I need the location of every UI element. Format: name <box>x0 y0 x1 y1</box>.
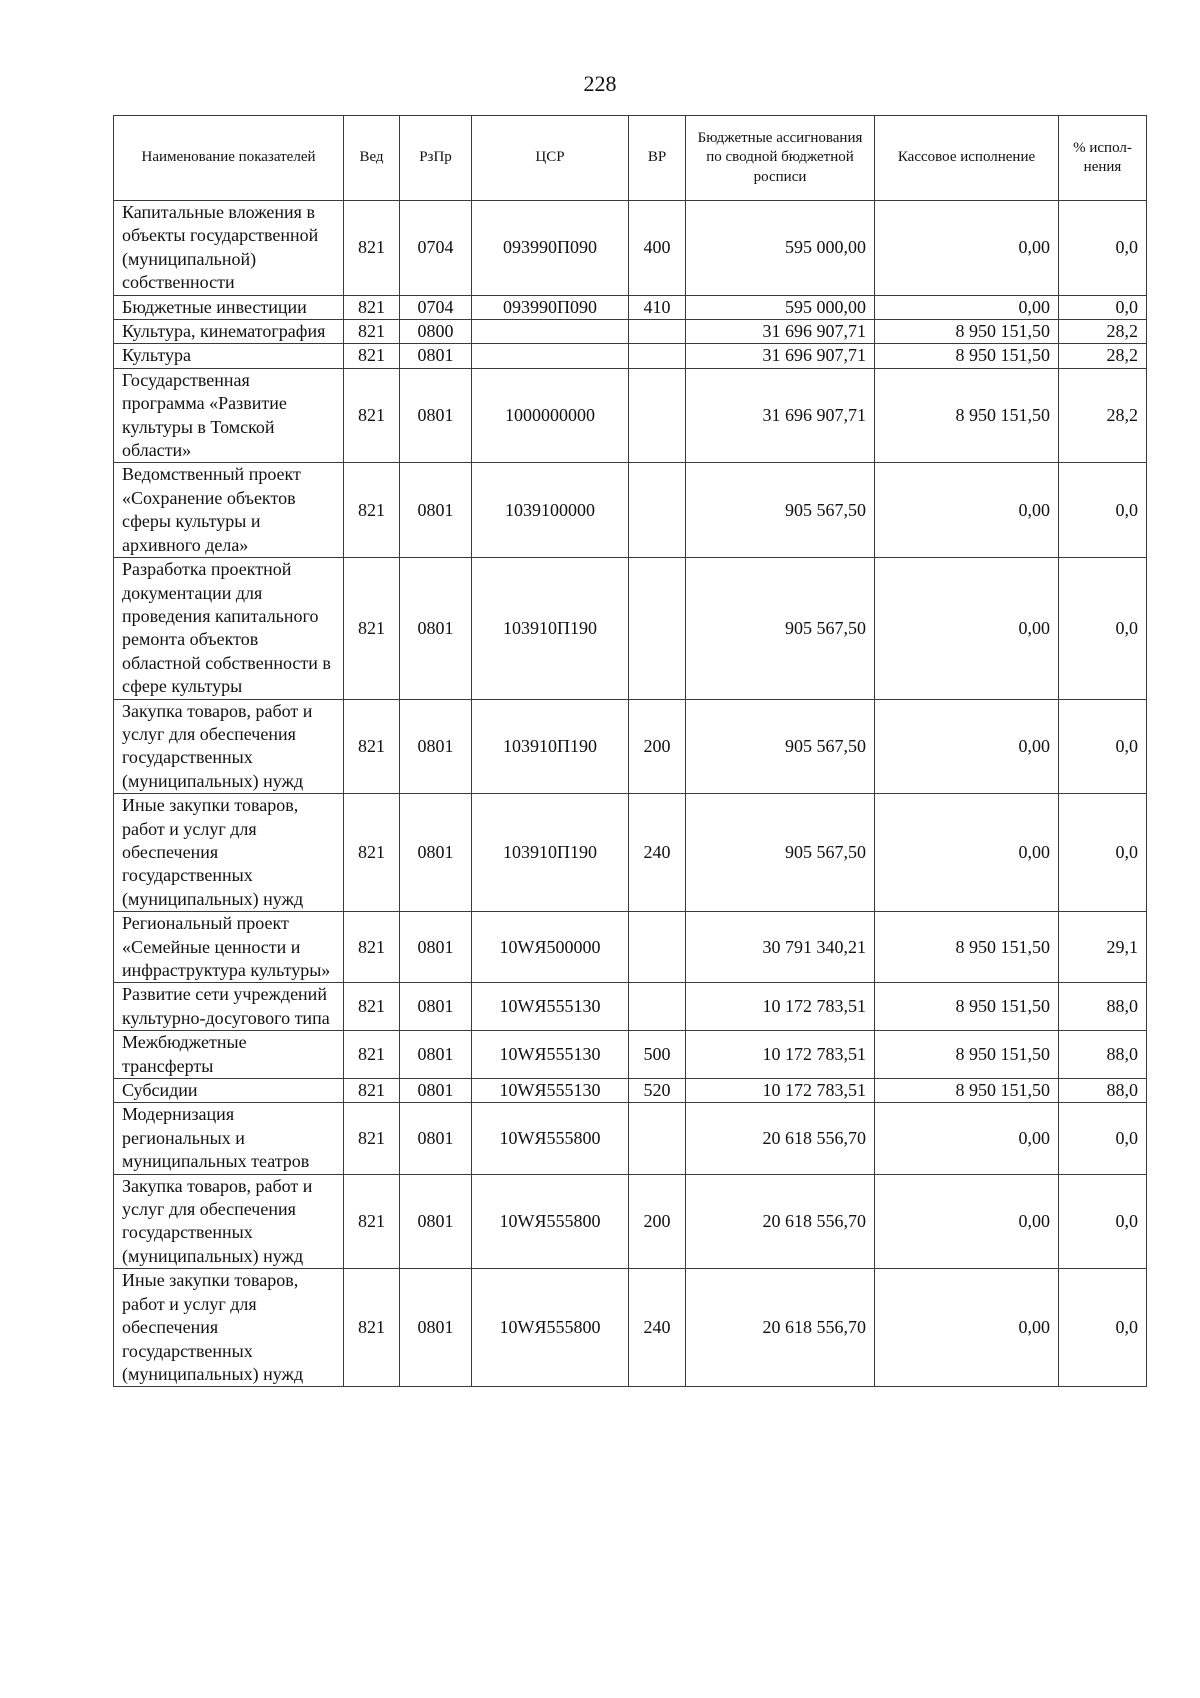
cell-allocations: 905 567,50 <box>686 558 875 699</box>
cell-percent: 29,1 <box>1059 912 1147 983</box>
cell-csr <box>472 344 629 368</box>
cell-ved: 821 <box>344 368 400 463</box>
cell-name: Региональный проект «Семейные ценности и инфраструктура культуры» <box>114 912 344 983</box>
cell-cash-execution: 0,00 <box>875 699 1059 794</box>
table-row <box>114 463 1147 558</box>
cell-rzpr: 0801 <box>400 912 472 983</box>
table-row <box>114 201 1147 296</box>
cell-vr <box>629 344 686 368</box>
cell-name: Иные закупки товаров, работ и услуг для обеспечения государственных (муниципальных) нужд <box>114 1269 344 1387</box>
header-vr: ВР <box>629 116 686 201</box>
cell-percent: 0,0 <box>1059 558 1147 699</box>
cell-name: Культура, кинематография <box>114 320 344 344</box>
table-row <box>114 1031 1147 1079</box>
cell-cash-execution: 0,00 <box>875 463 1059 558</box>
cell-csr: 103910П190 <box>472 558 629 699</box>
cell-csr: 10WЯ555800 <box>472 1174 629 1269</box>
cell-ved: 821 <box>344 295 400 319</box>
cell-ved: 821 <box>344 1174 400 1269</box>
cell-vr <box>629 463 686 558</box>
header-percent: % испол-нения <box>1059 116 1147 201</box>
cell-cash-execution: 0,00 <box>875 201 1059 296</box>
cell-allocations: 905 567,50 <box>686 463 875 558</box>
cell-csr: 103910П190 <box>472 699 629 794</box>
cell-percent: 0,0 <box>1059 463 1147 558</box>
cell-percent: 0,0 <box>1059 1174 1147 1269</box>
cell-cash-execution: 0,00 <box>875 1269 1059 1387</box>
cell-cash-execution: 8 950 151,50 <box>875 912 1059 983</box>
cell-cash-execution: 8 950 151,50 <box>875 983 1059 1031</box>
cell-csr: 093990П090 <box>472 201 629 296</box>
cell-ved: 821 <box>344 320 400 344</box>
cell-percent: 0,0 <box>1059 699 1147 794</box>
cell-name: Разработка проектной документации для проведения капитального ремонта объектов областной собственности в сфере культуры <box>114 558 344 699</box>
cell-allocations: 31 696 907,71 <box>686 368 875 463</box>
table-row <box>114 1269 1147 1387</box>
cell-ved: 821 <box>344 558 400 699</box>
cell-name: Капитальные вложения в объекты государственной (муниципальной) собственности <box>114 201 344 296</box>
page-number: 228 <box>583 71 617 96</box>
cell-ved: 821 <box>344 1079 400 1103</box>
cell-rzpr: 0704 <box>400 201 472 296</box>
cell-name: Государственная программа «Развитие культуры в Томской области» <box>114 368 344 463</box>
cell-csr: 10WЯ555130 <box>472 1031 629 1079</box>
cell-csr: 10WЯ500000 <box>472 912 629 983</box>
cell-cash-execution: 0,00 <box>875 1103 1059 1174</box>
cell-csr <box>472 320 629 344</box>
table-row <box>114 699 1147 794</box>
cell-percent: 88,0 <box>1059 1079 1147 1103</box>
table-row <box>114 368 1147 463</box>
cell-allocations: 595 000,00 <box>686 295 875 319</box>
cell-percent: 0,0 <box>1059 794 1147 912</box>
cell-name: Межбюджетные трансферты <box>114 1031 344 1079</box>
cell-allocations: 10 172 783,51 <box>686 1079 875 1103</box>
cell-ved: 821 <box>344 1269 400 1387</box>
cell-vr: 410 <box>629 295 686 319</box>
table-header <box>114 116 1147 201</box>
table-row <box>114 1174 1147 1269</box>
cell-vr: 240 <box>629 1269 686 1387</box>
cell-cash-execution: 0,00 <box>875 558 1059 699</box>
cell-vr <box>629 912 686 983</box>
cell-allocations: 30 791 340,21 <box>686 912 875 983</box>
cell-cash-execution: 0,00 <box>875 794 1059 912</box>
cell-rzpr: 0800 <box>400 320 472 344</box>
cell-percent: 28,2 <box>1059 368 1147 463</box>
cell-rzpr: 0801 <box>400 1079 472 1103</box>
cell-allocations: 20 618 556,70 <box>686 1103 875 1174</box>
cell-rzpr: 0801 <box>400 1269 472 1387</box>
cell-percent: 0,0 <box>1059 1269 1147 1387</box>
cell-name: Развитие сети учреждений культурно-досугового типа <box>114 983 344 1031</box>
cell-rzpr: 0801 <box>400 558 472 699</box>
header-row <box>114 116 1147 201</box>
cell-rzpr: 0801 <box>400 1031 472 1079</box>
cell-vr <box>629 1103 686 1174</box>
cell-vr: 240 <box>629 794 686 912</box>
cell-name: Бюджетные инвестиции <box>114 295 344 319</box>
cell-name: Культура <box>114 344 344 368</box>
cell-vr <box>629 368 686 463</box>
table-row <box>114 1103 1147 1174</box>
cell-rzpr: 0801 <box>400 699 472 794</box>
cell-allocations: 10 172 783,51 <box>686 983 875 1031</box>
cell-csr: 10WЯ555800 <box>472 1103 629 1174</box>
table-body <box>114 201 1147 1387</box>
cell-rzpr: 0801 <box>400 1103 472 1174</box>
cell-csr: 10WЯ555130 <box>472 983 629 1031</box>
cell-percent: 28,2 <box>1059 320 1147 344</box>
table-row <box>114 344 1147 368</box>
cell-allocations: 31 696 907,71 <box>686 344 875 368</box>
cell-cash-execution: 8 950 151,50 <box>875 368 1059 463</box>
cell-ved: 821 <box>344 983 400 1031</box>
cell-name: Ведомственный проект «Сохранение объектов сферы культуры и архивного дела» <box>114 463 344 558</box>
cell-csr: 10WЯ555800 <box>472 1269 629 1387</box>
cell-ved: 821 <box>344 699 400 794</box>
cell-cash-execution: 8 950 151,50 <box>875 320 1059 344</box>
cell-rzpr: 0801 <box>400 983 472 1031</box>
cell-name: Закупка товаров, работ и услуг для обеспечения государственных (муниципальных) нужд <box>114 699 344 794</box>
header-csr: ЦСР <box>472 116 629 201</box>
cell-percent: 28,2 <box>1059 344 1147 368</box>
cell-cash-execution: 0,00 <box>875 295 1059 319</box>
cell-name: Модернизация региональных и муниципальных театров <box>114 1103 344 1174</box>
cell-ved: 821 <box>344 1031 400 1079</box>
cell-vr: 200 <box>629 699 686 794</box>
cell-ved: 821 <box>344 912 400 983</box>
table-row <box>114 794 1147 912</box>
cell-allocations: 905 567,50 <box>686 699 875 794</box>
cell-percent: 0,0 <box>1059 201 1147 296</box>
table-row <box>114 320 1147 344</box>
cell-ved: 821 <box>344 463 400 558</box>
cell-ved: 821 <box>344 344 400 368</box>
cell-vr: 500 <box>629 1031 686 1079</box>
cell-vr <box>629 558 686 699</box>
header-allocations: Бюджетные ассигнования по сводной бюджетной росписи <box>686 116 875 201</box>
cell-percent: 88,0 <box>1059 1031 1147 1079</box>
table-row <box>114 558 1147 699</box>
cell-csr: 1000000000 <box>472 368 629 463</box>
cell-vr: 200 <box>629 1174 686 1269</box>
cell-rzpr: 0704 <box>400 295 472 319</box>
cell-vr <box>629 320 686 344</box>
cell-cash-execution: 8 950 151,50 <box>875 344 1059 368</box>
cell-rzpr: 0801 <box>400 463 472 558</box>
table-row <box>114 1079 1147 1103</box>
header-ved: Вед <box>344 116 400 201</box>
cell-percent: 88,0 <box>1059 983 1147 1031</box>
cell-vr <box>629 983 686 1031</box>
cell-cash-execution: 8 950 151,50 <box>875 1079 1059 1103</box>
cell-rzpr: 0801 <box>400 344 472 368</box>
header-name: Наименование показателей <box>114 116 344 201</box>
cell-allocations: 20 618 556,70 <box>686 1269 875 1387</box>
cell-rzpr: 0801 <box>400 794 472 912</box>
table-row <box>114 912 1147 983</box>
table-row <box>114 983 1147 1031</box>
cell-cash-execution: 0,00 <box>875 1174 1059 1269</box>
cell-vr: 400 <box>629 201 686 296</box>
cell-name: Закупка товаров, работ и услуг для обеспечения государственных (муниципальных) нужд <box>114 1174 344 1269</box>
cell-name: Иные закупки товаров, работ и услуг для обеспечения государственных (муниципальных) нужд <box>114 794 344 912</box>
cell-allocations: 31 696 907,71 <box>686 320 875 344</box>
cell-allocations: 20 618 556,70 <box>686 1174 875 1269</box>
cell-csr: 10WЯ555130 <box>472 1079 629 1103</box>
cell-allocations: 905 567,50 <box>686 794 875 912</box>
cell-ved: 821 <box>344 1103 400 1174</box>
cell-rzpr: 0801 <box>400 368 472 463</box>
cell-cash-execution: 8 950 151,50 <box>875 1031 1059 1079</box>
budget-execution-table <box>113 115 1147 1387</box>
cell-percent: 0,0 <box>1059 295 1147 319</box>
cell-csr: 093990П090 <box>472 295 629 319</box>
cell-csr: 103910П190 <box>472 794 629 912</box>
cell-ved: 821 <box>344 794 400 912</box>
table-row <box>114 295 1147 319</box>
cell-rzpr: 0801 <box>400 1174 472 1269</box>
cell-csr: 1039100000 <box>472 463 629 558</box>
cell-percent: 0,0 <box>1059 1103 1147 1174</box>
header-cash-execution: Кассовое исполнение <box>875 116 1059 201</box>
cell-vr: 520 <box>629 1079 686 1103</box>
cell-name: Субсидии <box>114 1079 344 1103</box>
cell-allocations: 10 172 783,51 <box>686 1031 875 1079</box>
cell-ved: 821 <box>344 201 400 296</box>
header-rzpr: РзПр <box>400 116 472 201</box>
cell-allocations: 595 000,00 <box>686 201 875 296</box>
